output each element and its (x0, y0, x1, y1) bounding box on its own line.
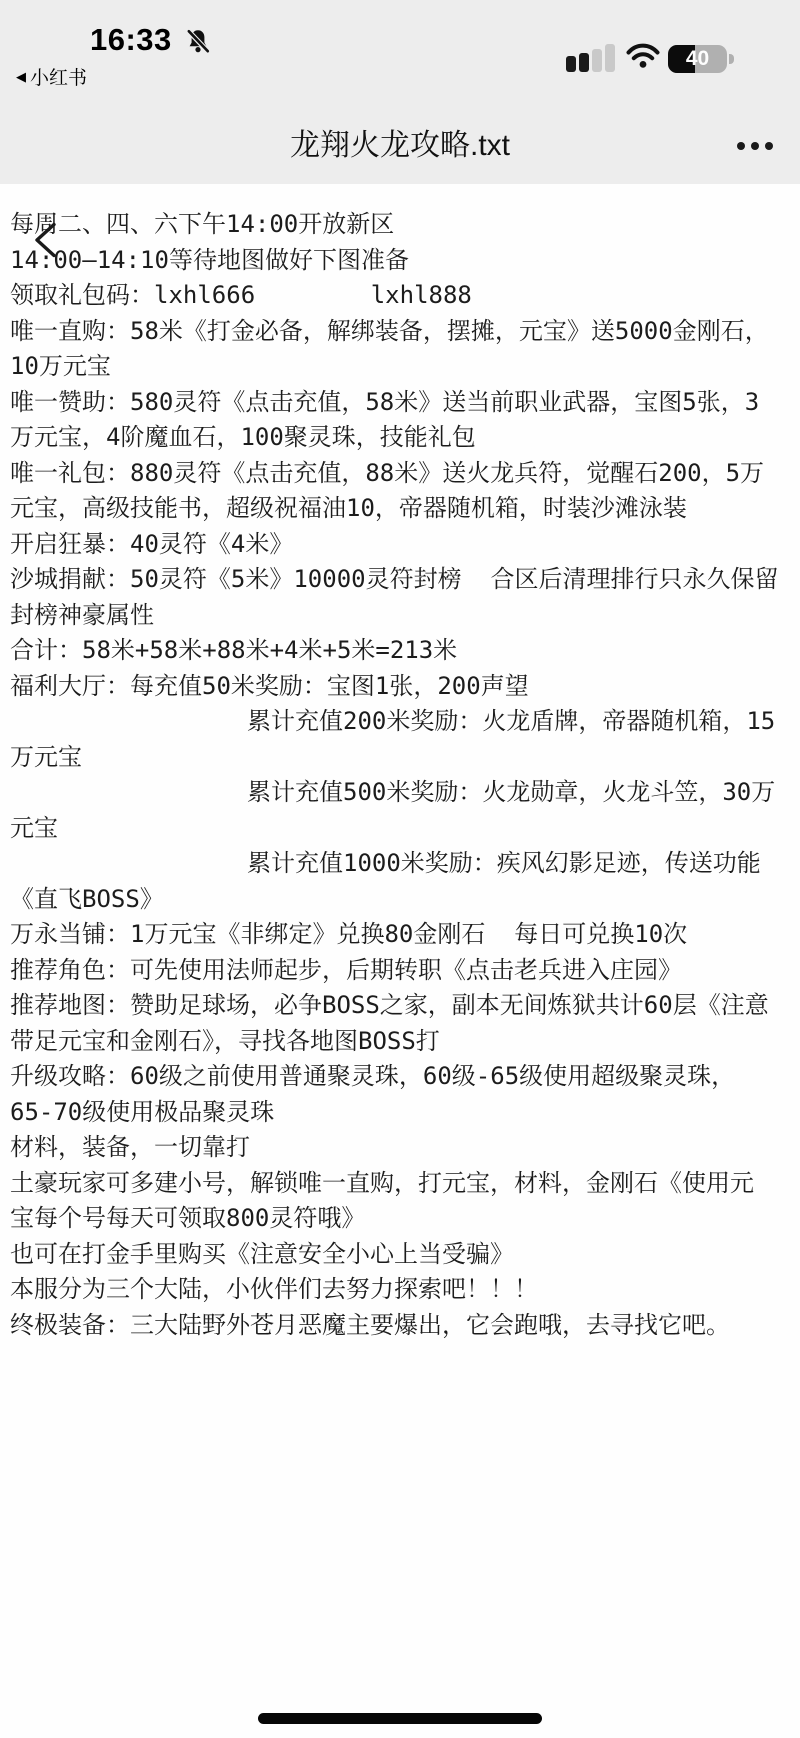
back-triangle-icon: ◀ (16, 69, 26, 84)
text-line: 沙城捐献：50灵符《5米》10000灵符封榜 合区后清理排行只永久保留 (10, 565, 779, 593)
header (0, 0, 800, 184)
text-line: 唯一礼包：880灵符《点击充值，88米》送火龙兵符，觉醒石200，5万 (10, 458, 765, 487)
text-line: 唯一赞助：580灵符《点击充值，58米》送当前职业武器，宝图5张，3 (10, 387, 760, 416)
back-app-label: 小红书 (30, 68, 88, 89)
ellipsis-icon (751, 142, 759, 150)
home-indicator[interactable] (258, 1713, 542, 1724)
text-line: 《直飞BOSS》 (10, 884, 164, 913)
text-line: 福利大厅：每充值50米奖励：宝图1张，200声望 (10, 671, 529, 700)
text-line: 终极装备：三大陆野外苍月恶魔主要爆出，它会跑哦，去寻找它吧。 (10, 1310, 730, 1339)
text-line: 带足元宝和金刚石》，寻找各地图BOSS打 (10, 1026, 440, 1055)
text-line: 累计充值500米奖励：火龙勋章，火龙斗笠，30万 (247, 778, 776, 806)
text-line: 也可在打金手里购买《注意安全小心上当受骗》 (10, 1239, 514, 1268)
ellipsis-icon (765, 142, 773, 150)
text-line: 元宝 (10, 813, 58, 842)
text-line: 万永当铺：1万元宝《非绑定》兑换80金刚石 每日可兑换10次 (10, 920, 688, 948)
ellipsis-icon (737, 142, 745, 150)
text-line: 万元宝 (10, 742, 82, 771)
text-line: 宝每个号每天可领取800灵符哦》 (10, 1204, 366, 1232)
text-line: 万元宝，4阶魔血石，100聚灵珠，技能礼包 (10, 423, 476, 451)
battery-cap (729, 54, 734, 64)
bell-slash-icon (184, 27, 212, 57)
more-menu-button[interactable] (737, 137, 773, 155)
text-line: 14:00—14:10等待地图做好下图准备 (10, 245, 409, 274)
back-to-app-chip[interactable] (16, 63, 87, 90)
text-line: 10万元宝 (10, 352, 111, 380)
nav-bar (0, 100, 800, 184)
wifi-icon (626, 43, 660, 69)
status-time: 16:33 (90, 22, 172, 57)
text-line: 土豪玩家可多建小号，解锁唯一直购，打元宝，材料，金刚石《使用元 (10, 1168, 754, 1197)
text-line: 合计：58米+58米+88米+4米+5米=213米 (10, 636, 458, 664)
text-line: 推荐地图：赞助足球场，必争BOSS之家，副本无间炼狱共计60层《注意 (10, 991, 769, 1019)
text-line: 开启狂暴：40灵符《4米》 (10, 529, 294, 558)
text-line: 领取礼包码：lxhl666 lxhl888 (10, 281, 472, 309)
battery-percent: 40 (685, 47, 710, 70)
file-title: 龙翔火龙攻略.txt (289, 129, 510, 162)
document-text-area[interactable] (0, 184, 800, 1354)
text-line: 65-70级使用极品聚灵珠 (10, 1097, 275, 1126)
text-line: 每周二、四、六下午14:00开放新区 (10, 210, 395, 238)
text-line: 唯一直购：58米《打金必备，解绑装备，摆摊，元宝》送5000金刚石， (10, 316, 769, 345)
text-line: 材料，装备，一切靠打 (10, 1133, 250, 1161)
cellular-signal-icon (566, 42, 620, 72)
text-line: 累计充值1000米奖励：疾风幻影足迹，传送功能 (247, 849, 761, 877)
text-line: 累计充值200米奖励：火龙盾牌，帝器随机箱，15 (247, 707, 776, 735)
text-line: 升级攻略：60级之前使用普通聚灵珠，60级-65级使用超级聚灵珠， (10, 1062, 736, 1090)
text-line: 本服分为三个大陆，小伙伴们去努力探索吧！！！ (10, 1275, 538, 1303)
text-line: 封榜神豪属性 (10, 600, 154, 629)
battery-icon (668, 45, 727, 73)
text-line: 推荐角色：可先使用法师起步，后期转职《点击老兵进入庄园》 (10, 955, 682, 984)
text-line: 元宝，高级技能书，超级祝福油10，帝器随机箱，时装沙滩泳装 (10, 494, 687, 522)
